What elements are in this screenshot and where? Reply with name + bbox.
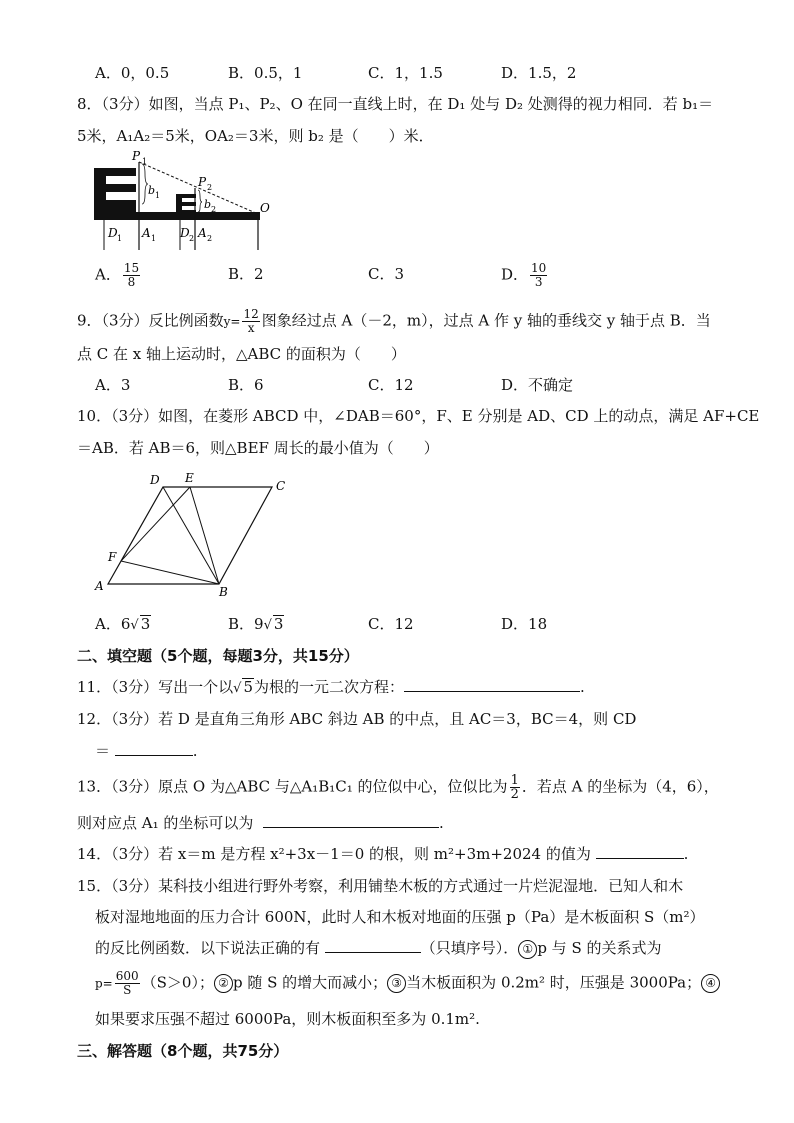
- q12-answer-blank: [115, 741, 193, 756]
- q15-line-1: 15．（3分）某科技小组进行野外考察，利用铺垫木板的方式通过一片烂泥湿地．已知人和木: [77, 877, 684, 895]
- q15-line-5: 如果要求压强不超过 6000Pa，则木板面积至多为 0.1m².: [95, 1010, 480, 1028]
- section-3-heading: 三、解答题（8个题，共75分）: [77, 1042, 289, 1060]
- q10-label-a: A: [95, 579, 104, 593]
- q8-label-o: O: [260, 201, 270, 215]
- q8-label-a2: A: [198, 226, 207, 240]
- q10-label-c: C: [276, 479, 286, 493]
- svg-text:1: 1: [155, 191, 161, 200]
- q10-label-f: F: [108, 550, 117, 564]
- q8-option-a: A． $\frac{15}{8}$: [95, 261, 140, 289]
- q15-line-3: 的反比例函数．以下说法正确的有 （只填序号）． ① p 与 S 的关系式为: [95, 939, 662, 957]
- q8-option-c: C．3: [368, 265, 405, 283]
- q9-option-d: D．不确定: [501, 376, 574, 394]
- q8-option-b: B．2: [228, 265, 264, 283]
- q8-label-a1: A: [142, 226, 151, 240]
- svg-text:1: 1: [142, 157, 148, 166]
- q10-option-c: C．12: [368, 615, 414, 633]
- q8-label-d2: D: [180, 226, 190, 240]
- q10-line-1: 10．（3分）如图，在菱形 ABCD 中，∠DAB＝60°，F、E 分别是 AD、CD 上的动点，满足 AF+CE: [77, 407, 760, 425]
- q9-option-a: A．3: [95, 376, 131, 394]
- q13-line-1: 13．（3分）原点 O 为△ABC 与△A₁B₁C₁ 的位似中心，位似比为 $\frac{1}{2}$ ．若点 A 的坐标为（4，6），: [77, 773, 719, 802]
- q15-answer-blank: [325, 938, 421, 953]
- q15-line-4: p= $\frac{600}{S}$ （S＞0）； ② p 随 S 的增大而减小； ③ 当木板面积为 0.2m² 时，压强是 3000Pa； ④: [95, 970, 720, 997]
- q8-label-p1: P: [132, 150, 141, 163]
- q10-line-2: ＝AB．若 AB＝6，则△BEF 周长的最小值为（ ）: [77, 439, 439, 457]
- q8-label-b2: b: [204, 198, 212, 211]
- q10-option-d: D．18: [501, 615, 548, 633]
- q12-line-2: ＝ .: [95, 742, 198, 760]
- section-2-heading: 二、填空题（5个题，每题3分，共15分）: [77, 647, 359, 665]
- q7-option-c: C．1，1.5: [368, 64, 443, 82]
- svg-text:1: 1: [151, 234, 157, 243]
- q8-label-b1: b: [148, 184, 156, 197]
- q9-line-2: 点 C 在 x 轴上运动时，△ABC 的面积为（ ）: [77, 345, 406, 363]
- q9-line-1: 9．（3分）反比例函数y= $\frac{12}{x}$ 图象经过点 A（－2，m），过点 A 作 y 轴的垂线交 y 轴于点 B．当: [77, 307, 711, 335]
- q7-option-d: D．1.5，2: [501, 64, 577, 82]
- q9-option-c: C．12: [368, 376, 414, 394]
- q7-option-a: A．0，0.5: [95, 64, 170, 82]
- svg-text:1: 1: [117, 234, 123, 243]
- q8-label-d1: D: [108, 226, 118, 240]
- svg-text:2: 2: [207, 234, 213, 243]
- q13-line-2: 则对应点 A₁ 的坐标可以为 .: [77, 814, 444, 832]
- svg-text:2: 2: [211, 205, 217, 214]
- q11-line: 11．（3分）写出一个以√ 5为根的一元二次方程： .: [77, 678, 585, 696]
- q14-line: 14．（3分）若 x＝m 是方程 x²+3x－1＝0 的根，则 m²+3m+2024 的值为 .: [77, 845, 689, 863]
- q10-rhombus-figure: [92, 468, 302, 598]
- q8-label-p2: P: [198, 175, 207, 189]
- q10-option-b: B．9√ 3: [228, 615, 284, 633]
- q7-option-b: B．0.5，1: [228, 64, 303, 82]
- q11-answer-blank: [404, 677, 580, 692]
- q15-line-2: 板对湿地地面的压力合计 600N，此时人和木板对地面的压强 p（Pa）是木板面积 S（m²）: [95, 908, 705, 926]
- q8-line-1: 8．（3分）如图，当点 P₁、P₂、O 在同一直线上时，在 D₁ 处与 D₂ 处测得的视力相同．若 b₁＝: [77, 95, 714, 113]
- q10-label-e: E: [185, 471, 194, 485]
- q10-label-d: D: [150, 473, 160, 487]
- svg-text:2: 2: [207, 183, 213, 192]
- svg-text:2: 2: [189, 234, 195, 243]
- q8-figure: [92, 150, 272, 255]
- q14-answer-blank: [596, 844, 684, 859]
- q8-line-2: 5米，A₁A₂＝5米，OA₂＝3米，则 b₂ 是（ ）米．: [77, 127, 434, 145]
- q9-option-b: B．6: [228, 376, 264, 394]
- q13-answer-blank: [263, 813, 439, 828]
- q12-line-1: 12．（3分）若 D 是直角三角形 ABC 斜边 AB 的中点，且 AC＝3，BC＝4，则 CD: [77, 710, 637, 728]
- q8-option-d: D． $\frac{10}{3}$: [501, 261, 547, 289]
- q10-label-b: B: [219, 585, 228, 598]
- q10-option-a: A．6√ 3: [95, 615, 151, 633]
